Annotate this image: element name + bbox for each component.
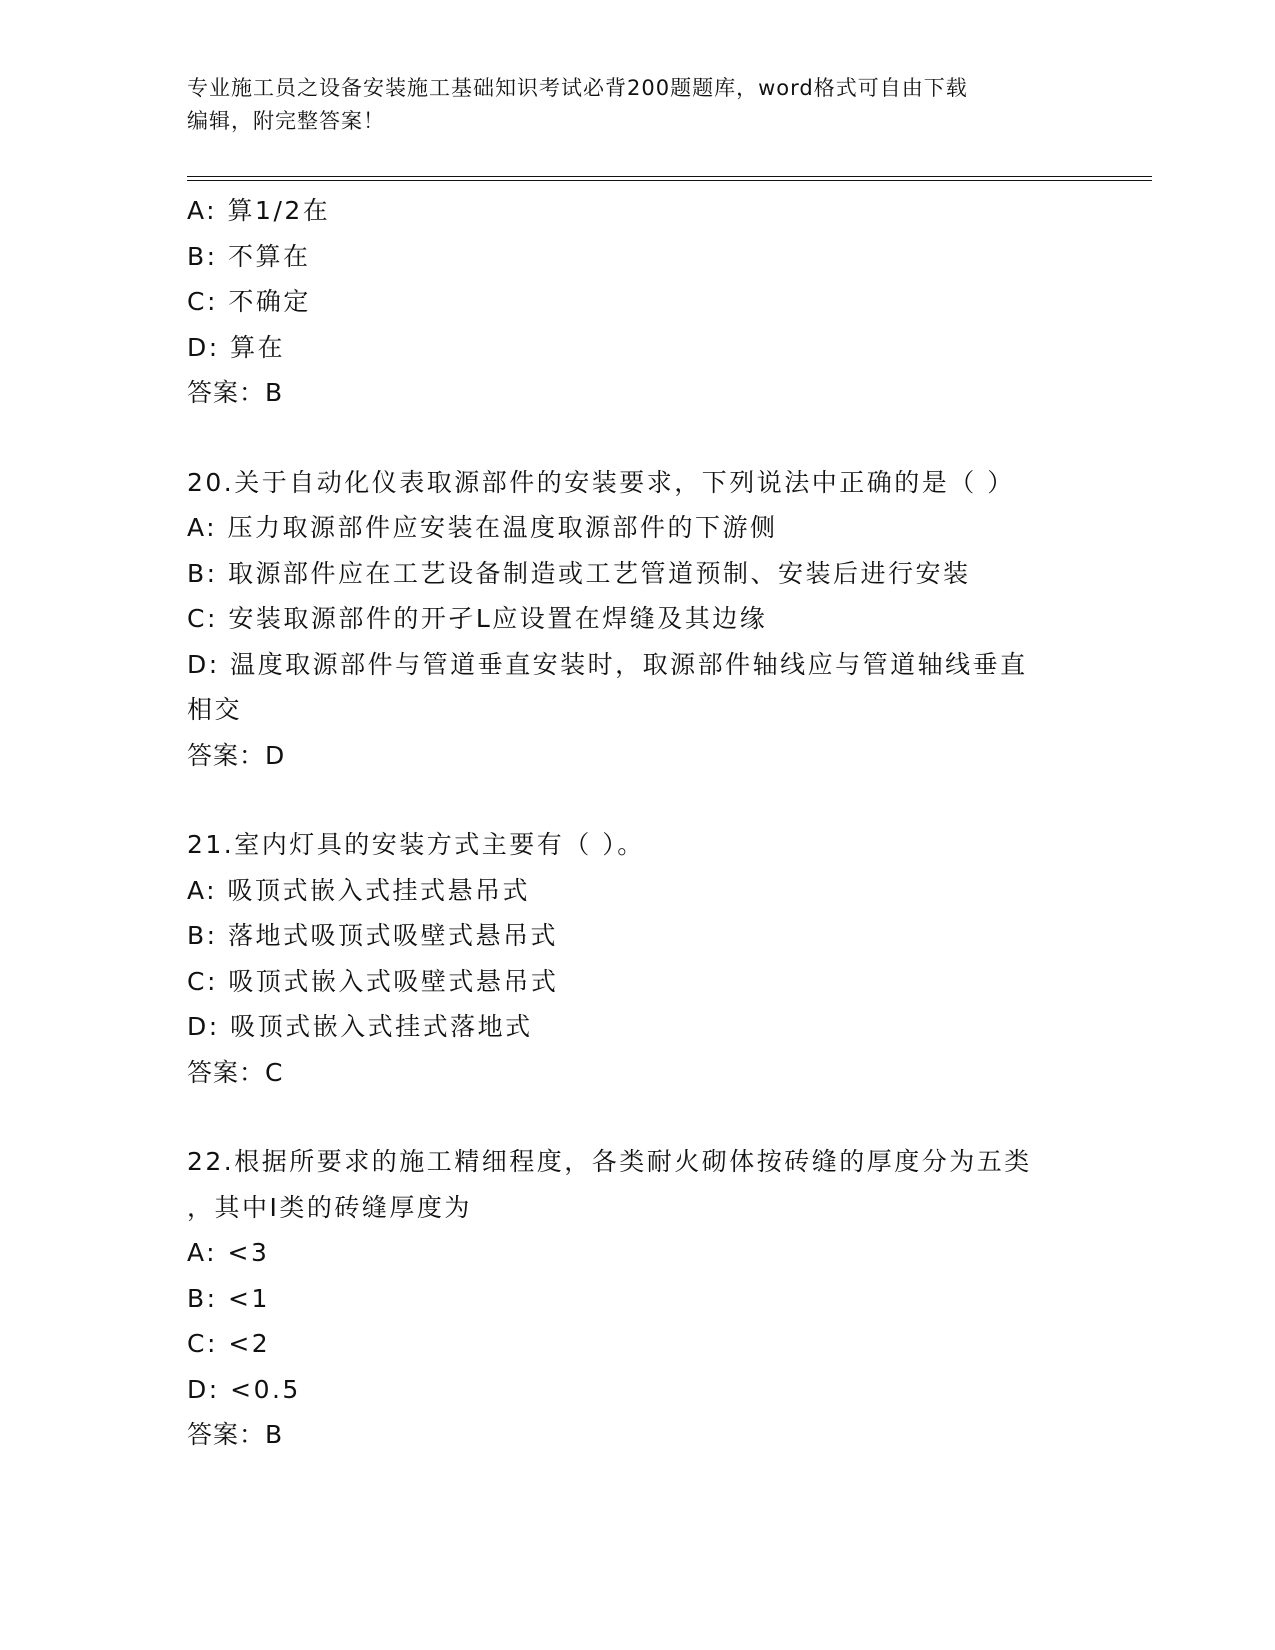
header-line-1: 专业施工员之设备安装施工基础知识考试必背200题题库，word格式可自由下载: [187, 76, 968, 100]
question-list: [187, 188, 1087, 1458]
option-c: C: 不确定: [187, 287, 311, 316]
option-d: D: 算在: [187, 332, 286, 362]
answer: 答案：D: [187, 740, 286, 770]
question-text: 22.根据所要求的施工精细程度，各类耐火砌体按砖缝的厚度分为五类: [187, 1147, 1032, 1176]
answer: 答案：B: [187, 378, 284, 407]
question-text-continued: ，其中Ⅰ类的砖缝厚度为: [187, 1192, 472, 1222]
option-c: C: 吸顶式嵌入式吸壁式悬吊式: [187, 966, 559, 996]
answer: 答案：B: [187, 1420, 284, 1449]
option-a: A: 压力取源部件应安装在温度取源部件的下游侧: [187, 513, 778, 542]
option-d: D: <0.5: [187, 1374, 301, 1404]
option-d: D: 吸顶式嵌入式挂式落地式: [187, 1012, 533, 1041]
answer: 答案：C: [187, 1057, 284, 1087]
question-21: [187, 822, 1087, 1095]
option-a: A: <3: [187, 1238, 270, 1267]
question-22: [187, 1139, 1087, 1458]
question-text: 20.关于自动化仪表取源部件的安装要求，下列说法中正确的是（ ）: [187, 467, 1015, 497]
spacer: [187, 416, 1087, 460]
option-c: C: 安装取源部件的开孑L应设置在焊缝及其边缘: [187, 604, 768, 633]
option-b: B: 落地式吸顶式吸壁式悬吊式: [187, 921, 559, 950]
option-b: B: <1: [187, 1283, 270, 1313]
spacer: [187, 1095, 1087, 1139]
option-c: C: <2: [187, 1329, 271, 1358]
header-line-2: 编辑，附完整答案！: [187, 109, 385, 133]
option-a: A: 吸顶式嵌入式挂式悬吊式: [187, 875, 531, 905]
option-b: B: 取源部件应在工艺设备制造或工艺管道预制、安装后进行安装: [187, 558, 971, 588]
document-header: [187, 72, 1087, 138]
question-19: [187, 188, 1087, 416]
spacer: [187, 778, 1087, 822]
question-20: [187, 460, 1087, 779]
option-d-continued: 相交: [187, 695, 243, 724]
option-a: A: 算1/2在: [187, 196, 331, 225]
option-d: D: 温度取源部件与管道垂直安装时，取源部件轴线应与管道轴线垂直: [187, 649, 1028, 679]
header-divider: [187, 176, 1152, 181]
option-b: B: 不算在: [187, 241, 311, 271]
question-text: 21.室内灯具的安装方式主要有（ ）。: [187, 830, 645, 859]
